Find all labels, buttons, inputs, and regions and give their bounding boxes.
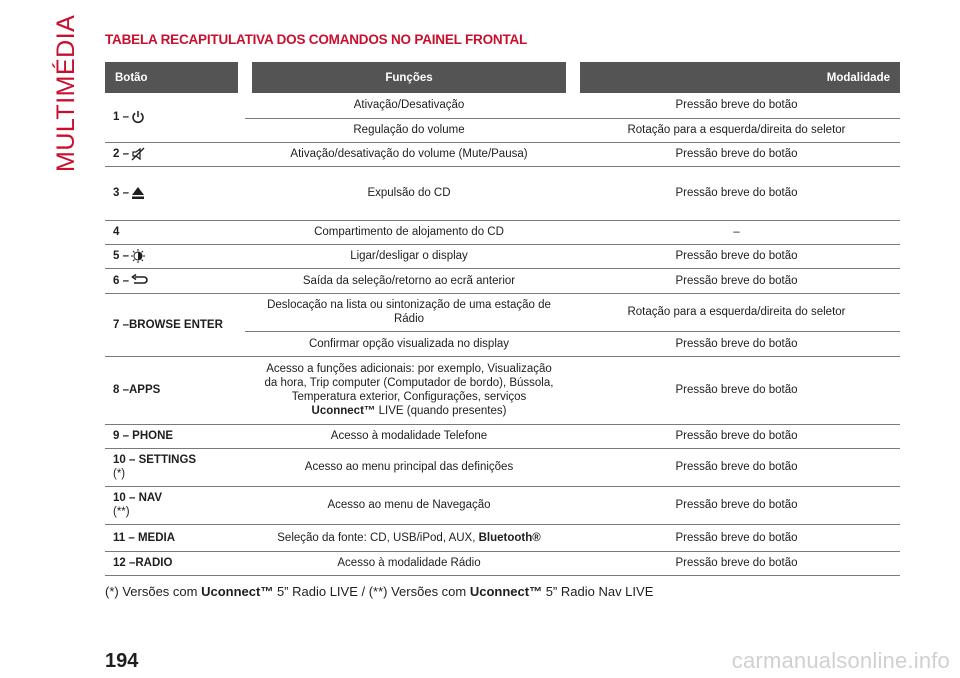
mode-cell: Pressão breve do botão	[573, 551, 900, 575]
side-section-title	[52, 14, 86, 172]
section-title: TABELA RECAPITULATIVA DOS COMANDOS NO PAINEL FRONTAL	[105, 32, 528, 47]
key-cell: 8 –APPS	[105, 356, 245, 424]
bluetooth-brand: Bluetooth®	[478, 531, 541, 544]
table-row	[105, 93, 900, 118]
mute-icon	[131, 147, 145, 161]
mode-cell: Pressão breve do botão	[675, 99, 798, 112]
key-label: 3 –	[113, 187, 129, 200]
mode-cell: Rotação para a esquerda/direita do seletor	[573, 118, 900, 142]
key-label: 10 – SETTINGS	[113, 454, 197, 466]
function-line: Deslocação na lista ou sintonização de uma estação de	[267, 299, 551, 311]
mode-cell: Pressão breve do botão	[573, 331, 900, 356]
key-label: 5 –	[113, 250, 129, 263]
table-row	[105, 356, 900, 424]
table-row	[105, 424, 900, 448]
table-row	[105, 448, 900, 486]
key-cell	[105, 486, 245, 524]
mode-cell: –	[573, 220, 900, 244]
key-footnote-mark: (**)	[113, 506, 130, 518]
power-icon	[131, 110, 145, 124]
function-cell: Acesso à modalidade Telefone	[245, 424, 573, 448]
key-cell	[105, 448, 245, 486]
function-cell: Ligar/desligar o display	[245, 244, 573, 268]
key-label: 1 –	[113, 111, 129, 124]
function-cell: Acesso à modalidade Rádio	[245, 551, 573, 575]
table-row	[105, 244, 900, 268]
key-cell	[105, 244, 245, 268]
table-row	[105, 293, 900, 331]
footnote-text: 5” Radio Nav LIVE	[542, 584, 654, 599]
key-cell	[105, 142, 245, 166]
uconnect-brand: Uconnect™	[469, 584, 543, 599]
function-cell: Confirmar opção visualizada no display	[245, 331, 573, 356]
header-button: Botão	[105, 62, 245, 93]
header-mode: Modalidade	[573, 62, 900, 93]
commands-table	[105, 62, 900, 576]
function-cell: Regulação do volume	[245, 118, 573, 142]
side-section-title-text: MULTIMÉDIA	[52, 14, 80, 172]
key-cell: 9 – PHONE	[105, 424, 245, 448]
eject-icon	[131, 186, 145, 200]
function-line: Temperatura exterior, Configurações, serviços	[291, 391, 527, 403]
footnote-text: (*) Versões com	[105, 584, 202, 599]
uconnect-brand: Uconnect™	[201, 584, 274, 599]
function-cell: Acesso ao menu de Navegação	[245, 486, 573, 524]
function-cell: Ativação/desativação do volume (Mute/Pausa)	[245, 142, 573, 166]
table-row	[105, 524, 900, 551]
function-cell	[245, 293, 573, 331]
mode-cell: Pressão breve do botão	[573, 142, 900, 166]
mode-cell: Pressão breve do botão	[573, 448, 900, 486]
table-row	[105, 220, 900, 244]
table-row	[105, 486, 900, 524]
key-label: 2 –	[113, 148, 129, 161]
header-functions: Funções	[245, 62, 573, 93]
table-footnote	[105, 584, 653, 599]
function-cell: Expulsão do CD	[245, 166, 573, 220]
table-row	[105, 142, 900, 166]
key-label: 6 –	[113, 274, 129, 287]
table-row	[105, 551, 900, 575]
key-cell	[105, 166, 245, 220]
watermark: carmanualsonline.info	[731, 648, 950, 673]
mode-cell: Pressão breve do botão	[573, 268, 900, 293]
function-line: Rádio	[393, 313, 425, 325]
function-cell: Compartimento de alojamento do CD	[245, 220, 573, 244]
mode-cell: Rotação para a esquerda/direita do seletor	[573, 293, 900, 331]
key-cell: 4	[105, 220, 245, 244]
key-cell: 11 – MEDIA	[105, 524, 245, 551]
function-line: da hora, Trip computer (Computador de bordo), Bússola,	[264, 377, 554, 389]
key-cell	[105, 93, 245, 142]
mode-cell: Pressão breve do botão	[573, 524, 900, 551]
key-footnote-mark: (*)	[113, 468, 126, 480]
footnote-text: 5” Radio LIVE / (**) Versões com	[273, 584, 470, 599]
function-cell	[245, 356, 573, 424]
mode-cell: Pressão breve do botão	[573, 424, 900, 448]
function-line: Acesso a funções adicionais: por exemplo, Visualização	[266, 363, 552, 375]
mode-cell: Pressão breve do botão	[573, 486, 900, 524]
mode-cell: Pressão breve do botão	[573, 166, 900, 220]
table-row	[105, 166, 900, 220]
key-cell: 7 –BROWSE ENTER	[105, 293, 245, 356]
uconnect-brand: Uconnect™	[311, 405, 376, 417]
function-cell: Saída da seleção/retorno ao ecrã anterior	[245, 268, 573, 293]
function-line: Seleção da fonte: CD, USB/iPod, AUX,	[277, 531, 479, 544]
page-number: 194	[105, 650, 139, 672]
mode-cell: Pressão breve do botão	[573, 356, 900, 424]
function-cell: Ativação/Desativação	[353, 99, 465, 112]
mode-cell: Pressão breve do botão	[573, 244, 900, 268]
key-label: 10 – NAV	[113, 492, 163, 504]
back-return-icon	[131, 274, 149, 286]
key-cell	[105, 268, 245, 293]
key-cell: 12 –RADIO	[105, 551, 245, 575]
table-row	[105, 268, 900, 293]
function-cell: Acesso ao menu principal das definições	[245, 448, 573, 486]
function-line: LIVE (quando presentes)	[375, 405, 507, 417]
display-brightness-icon	[131, 249, 145, 263]
table-header-row	[105, 62, 900, 93]
function-cell	[245, 524, 573, 551]
